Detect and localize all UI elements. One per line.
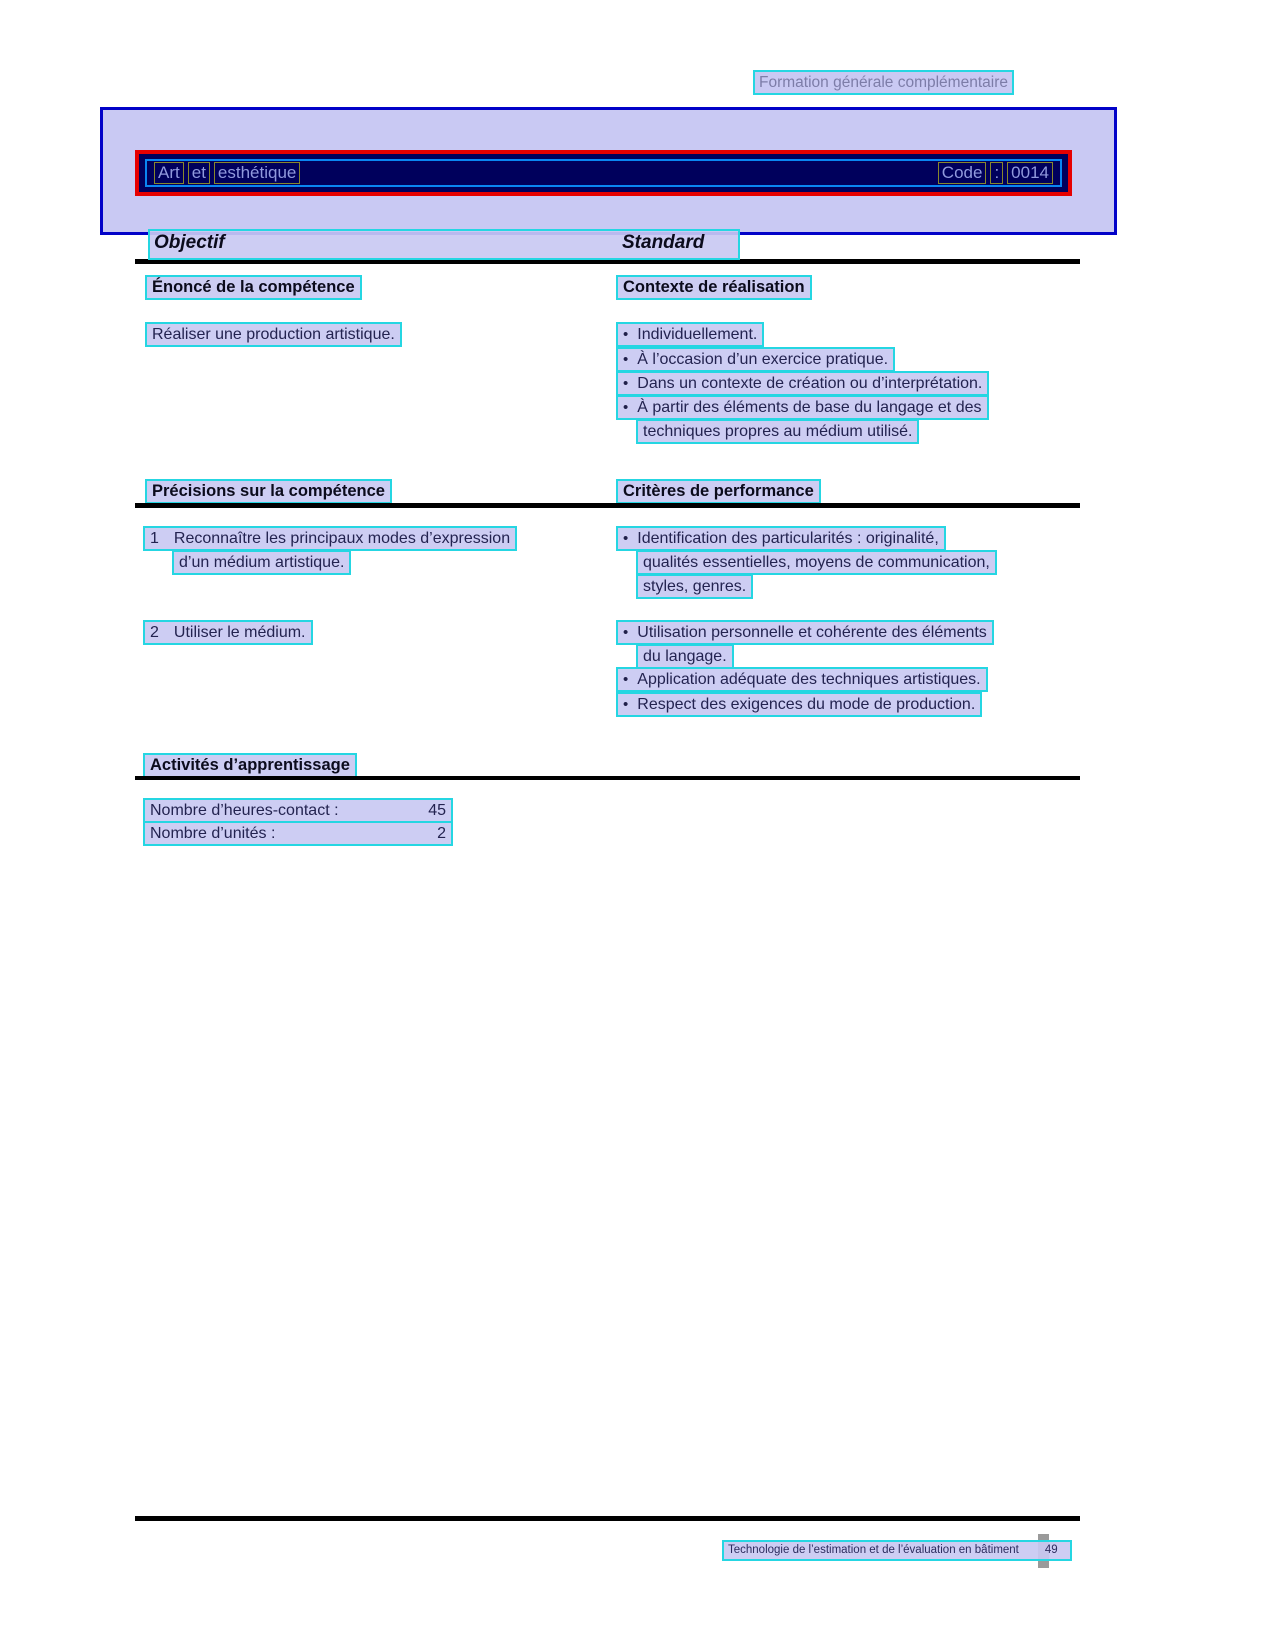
divider-rule xyxy=(135,776,1080,780)
title-bar-strip xyxy=(145,159,1062,187)
enonce-body: Réaliser une production artistique. xyxy=(145,322,402,347)
critere-continuation-line: du langage. xyxy=(636,644,734,669)
item-number: 2 xyxy=(150,624,159,641)
critere-continuation-line: styles, genres. xyxy=(636,574,753,599)
running-header-label: Formation générale complémentaire xyxy=(759,74,1008,91)
hours-value: 45 xyxy=(428,802,446,819)
code-word: Code xyxy=(938,162,987,184)
contexte-continuation-line: techniques propres au médium utilisé. xyxy=(636,419,919,444)
title-word: esthétique xyxy=(214,162,300,184)
running-header xyxy=(753,70,1014,95)
activites-header: Activités d’apprentissage xyxy=(143,753,357,778)
hours-row xyxy=(143,798,453,823)
code-word: : xyxy=(990,162,1003,184)
precision-item-2: 2 Utiliser le médium. xyxy=(143,620,313,645)
units-label: Nombre d’unités : xyxy=(150,825,276,842)
contexte-bullet-line: • À partir des éléments de base du langage et des xyxy=(616,395,989,420)
objectif-standard-row xyxy=(148,229,740,260)
critere-bullet-line: • Utilisation personnelle et cohérente des éléments xyxy=(616,620,994,645)
critere-continuation-line: qualités essentielles, moyens de communication, xyxy=(636,550,997,575)
precision-item-1-continuation: d’un médium artistique. xyxy=(172,550,351,575)
title-word: et xyxy=(188,162,210,184)
contexte-bullet-line: • Individuellement. xyxy=(616,322,764,347)
title-bar xyxy=(135,150,1072,196)
units-row xyxy=(143,821,453,846)
bullet-icon: • xyxy=(623,530,629,547)
bullet-icon: • xyxy=(623,375,629,392)
critere-bullet-line: • Respect des exigences du mode de production. xyxy=(616,692,982,717)
page-number: 49 xyxy=(1044,1544,1058,1556)
contexte-bullet-line: • Dans un contexte de création ou d’interprétation. xyxy=(616,371,989,396)
footer xyxy=(722,1540,1072,1561)
contexte-header: Contexte de réalisation xyxy=(616,275,812,300)
bullet-icon: • xyxy=(623,671,629,688)
code-word: 0014 xyxy=(1007,162,1053,184)
bullet-icon: • xyxy=(623,399,629,416)
course-title xyxy=(152,162,302,184)
item-number: 1 xyxy=(150,530,159,547)
precisions-header: Précisions sur la compétence xyxy=(145,479,392,504)
critere-bullet-line: • Identification des particularités : originalité, xyxy=(616,526,946,551)
bullet-icon: • xyxy=(623,696,629,713)
bullet-icon: • xyxy=(623,624,629,641)
hours-label: Nombre d’heures-contact : xyxy=(150,802,339,819)
precision-item-1: 1 Reconnaître les principaux modes d’expression xyxy=(143,526,517,551)
criteres-header: Critères de performance xyxy=(616,479,821,504)
contexte-bullet-line: • À l’occasion d’un exercice pratique. xyxy=(616,347,895,372)
footer-text: Technologie de l’estimation et de l’évaluation en bâtiment xyxy=(728,1544,1019,1556)
enonce-header: Énoncé de la compétence xyxy=(145,275,362,300)
bullet-icon: • xyxy=(623,326,629,343)
bullet-icon: • xyxy=(623,351,629,368)
footer-rule xyxy=(135,1516,1080,1521)
title-word: Art xyxy=(154,162,184,184)
standard-heading: Standard xyxy=(622,232,705,253)
title-banner xyxy=(100,107,1117,235)
objectif-heading: Objectif xyxy=(154,232,225,253)
divider-rule xyxy=(135,503,1080,508)
critere-bullet-line: • Application adéquate des techniques artistiques. xyxy=(616,667,988,692)
units-value: 2 xyxy=(437,825,446,842)
course-code xyxy=(936,162,1055,184)
